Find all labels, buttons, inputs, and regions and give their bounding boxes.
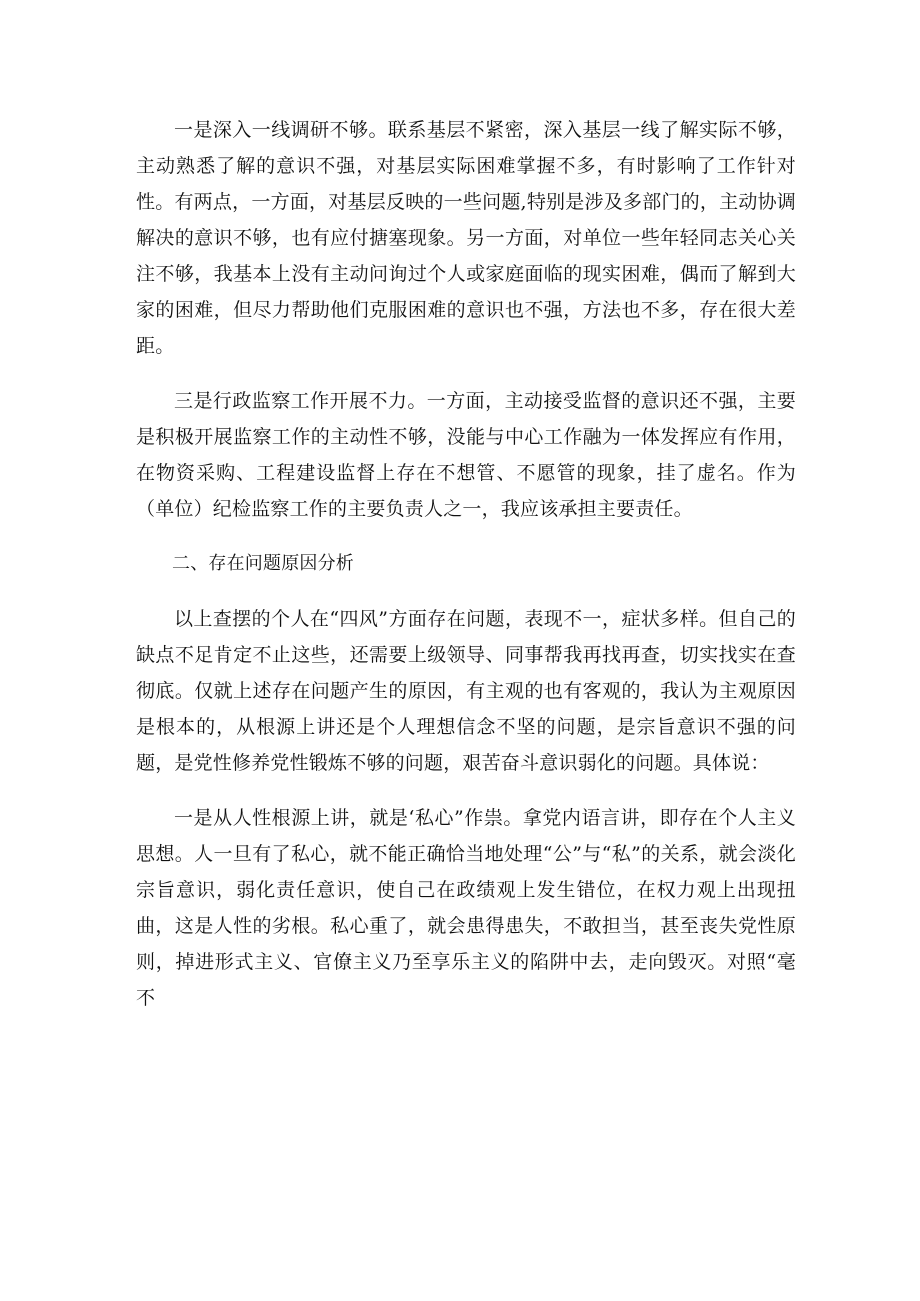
document-body: [136, 112, 796, 1035]
paragraph-selfishness: 一是从人性根源上讲，就是‘私心”作祟。拿党内语言讲，即存在个人主义思想。人一旦有了私心，就不能正确恰当地处理“公”与“私”的关系，就会淡化宗旨意识，弱化责任意识，使自己在政绩观上发生错位，在权力观上出现扭曲，这是人性的劣根。私心重了，就会患得患失，不敢担当，甚至丧失党性原则，掉进形式主义、官僚主义乃至享乐主义的陷阱中去，走向毁灭。对照“毫不: [136, 807, 796, 1009]
section-heading-cause-analysis: 二、存在问题原因分析: [172, 553, 354, 574]
paragraph-research: 一是深入一线调研不够。联系基层不紧密，深入基层一线了解实际不够，主动熟悉了解的意识不强，对基层实际困难掌握不多，有时影响了工作针对性。有两点，一方面，对基层反映的一些问题,特别是涉及多部门的，主动协调解决的意识不够，也有应付搪塞现象。另一方面，对单位一些年轻同志关心关注不够，我基本上没有主动问询过个人或家庭面临的现实困难，偶而了解到大家的困难，但尽力帮助他们克服困难的意识也不强，方法也不多，存在很大差距。: [136, 119, 796, 357]
paragraph-supervision: 三是行政监察工作开展不力。一方面，主动接受监督的意识还不强，主要是积极开展监察工作的主动性不够，没能与中心工作融为一体发挥应有作用，在物资采购、工程建设监督上存在不想管、不愿管的现象，挂了虚名。作为（单位）纪检监察工作的主要负责人之一，我应该承担主要责任。: [136, 390, 796, 520]
paragraph-cause-overview: 以上查摆的个人在“四风”方面存在问题，表现不一，症状多样。但自己的缺点不足肯定不止这些，还需要上级领导、同事帮我再找再查，切实找实在查彻底。仅就上述存在问题产生的原因，有主观的也有客观的，我认为主观原因是根本的，从根源上讲还是个人理想信念不坚的问题，是宗旨意识不强的问题，是党性修养党性锻炼不够的问题，艰苦奋斗意识弱化的问题。具体说：: [136, 608, 796, 774]
